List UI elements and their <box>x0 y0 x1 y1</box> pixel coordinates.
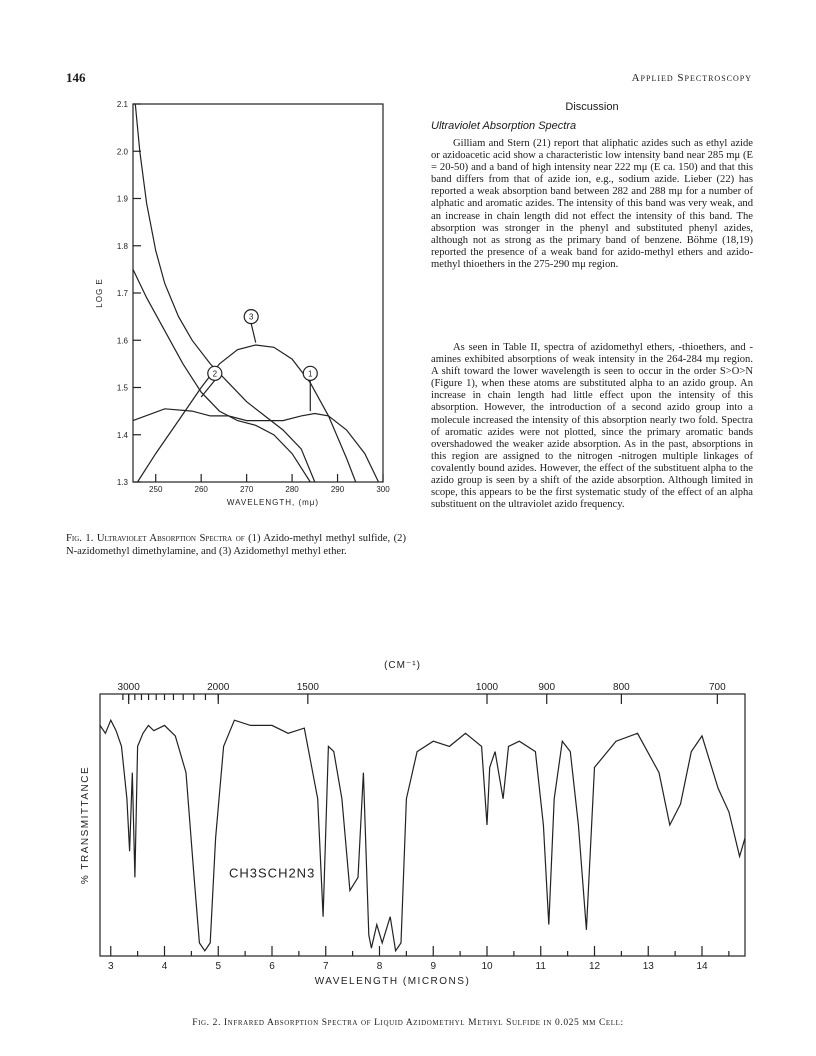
bottom-tick-label: 6 <box>269 961 275 972</box>
figure-2-caption: Fig. 2. Infrared Absorption Spectra of Liquid Azidomethyl Methyl Sulfide in 0.025 mm Cell: <box>192 1018 624 1028</box>
top-tick-label: 700 <box>709 682 726 693</box>
x-tick-label: 300 <box>376 485 390 494</box>
y-tick-label: 1.7 <box>116 289 128 298</box>
series-label: 1 <box>308 369 313 379</box>
top-axis-label: (CM⁻¹) <box>384 660 421 671</box>
top-tick-label: 3000 <box>117 682 140 693</box>
subsection-heading: Ultraviolet Absorption Spectra <box>431 120 577 132</box>
bottom-tick-label: 12 <box>588 961 601 972</box>
y-tick-label: 1.8 <box>116 241 128 251</box>
bottom-tick-label: 8 <box>376 961 383 972</box>
top-tick-label: 1000 <box>475 682 499 693</box>
y-axis-label: LOG E <box>95 278 104 308</box>
x-axis-label: WAVELENGTH (MICRONS) <box>314 976 471 987</box>
compound-label: CH3SCH2N3 <box>229 865 316 881</box>
figure-2-ir-chart <box>70 656 760 1006</box>
series-label-leader <box>201 380 215 397</box>
paragraph-1: Gilliam and Stern (21) report that aliphatic azides such as ethyl azide or azidoacetic acid show a characteristic low intensity band near 285 mμ (E = 20-50) and a band of high intensity near 222 mμ (E ca. 150) and that this band differs from that of azide ion, e.g., sodium azide. Lieber (22) has reported a weak absorption band between 282 and 288 mμ for a number of alphatic and aromatic azides. The intensity of this band was very weak, and an increase in chain length did not effect the intensity of this band. The absorption was stronger in the phenyl and substituted phenyl azides, although not as strong as the primary band of benzene. Böhme (18,19) reported the presence of a weak band for azido-methyl ethers and azido-methyl thioethers in the 275-290 mμ region. <box>431 138 753 270</box>
y-tick-label: 1.4 <box>116 430 128 440</box>
series-label: 2 <box>212 369 218 379</box>
x-tick-label: 260 <box>194 485 208 494</box>
y-tick-label: 1.3 <box>116 478 128 487</box>
bottom-tick-label: 4 <box>161 961 168 972</box>
y-axis-label: % TRANSMITTANCE <box>80 765 91 885</box>
page-number: 146 <box>66 70 86 85</box>
series-label: 3 <box>248 312 254 322</box>
y-tick-label: 1.6 <box>116 336 128 346</box>
top-tick-label: 800 <box>613 682 630 693</box>
x-tick-label: 270 <box>239 485 254 494</box>
series-4-line <box>135 104 314 482</box>
bottom-tick-label: 5 <box>215 961 222 972</box>
ir-spectrum-line <box>100 720 745 951</box>
bottom-tick-label: 3 <box>107 961 114 972</box>
y-tick-label: 2.1 <box>116 100 128 109</box>
figure-1-caption <box>66 533 406 558</box>
plot-frame <box>133 104 383 482</box>
x-axis-label: WAVELENGTH, (mμ) <box>226 498 320 507</box>
top-tick-label: 1500 <box>296 682 319 693</box>
series-label-leader <box>251 324 256 343</box>
bottom-tick-label: 13 <box>642 961 654 972</box>
bottom-tick-label: 11 <box>535 961 546 972</box>
y-tick-label: 2.0 <box>116 147 128 157</box>
y-tick-label: 1.5 <box>116 383 128 393</box>
x-tick-label: 250 <box>149 485 163 494</box>
section-heading: Discussion <box>565 101 619 113</box>
bottom-tick-label: 10 <box>481 961 493 972</box>
figure-1-caption-label: Fig. 1. Ultraviolet Absorption Spectra of <box>66 533 245 544</box>
running-head: Applied Spectroscopy <box>631 72 752 84</box>
figure-1-uv-chart <box>88 92 398 522</box>
y-tick-label: 1.9 <box>116 194 128 204</box>
paragraph-2: As seen in Table II, spectra of azidomethyl ethers, -thioethers, and -amines exhibited absorptions of weak intensity in the 264-284 mμ region. A shift toward the lower wavelength is seen to occur in the order S>O>N (Figure 1), when these atoms are substituted alpha to an azido group. An increase in chain length had little effect upon the intensity of this absorption. However, the introduction of a second azido group into a molecule increased the intensity of this absorption nearly two fold. Spectra of aromatic azides were not plotted, since the primary aromatic bands overshadowed the weaker azide absorption. As in the past, absorptions in this region are assigned to the nitrogen -nitrogen multiple linkages of covalently bound azides. However, the effect of the substituent alpha to the azido group is seen by a shift of the azide absorption. Although limited in scope, this appears to be the first systematic study of the effect of an alpha substituent on the ultraviolet azido frequency. <box>431 342 753 511</box>
bottom-tick-label: 9 <box>430 961 437 972</box>
x-tick-label: 290 <box>330 485 345 494</box>
top-tick-label: 2000 <box>207 682 230 693</box>
x-tick-label: 280 <box>285 485 299 494</box>
top-tick-label: 900 <box>538 682 556 693</box>
bottom-tick-label: 14 <box>696 961 708 972</box>
series-3-line <box>138 345 356 482</box>
bottom-tick-label: 7 <box>322 961 329 972</box>
figure-1-caption-text: (1) Azido-methyl methyl sulfide, (2) N-azidomethyl dimethylamine, and (3) Azidomethyl methyl ether. <box>66 533 406 557</box>
